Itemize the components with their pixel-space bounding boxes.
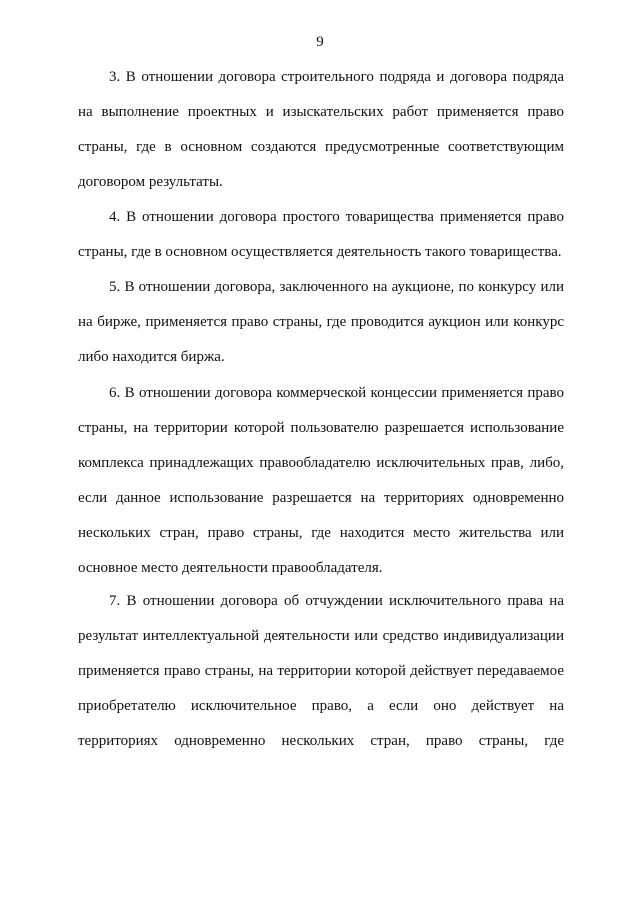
paragraph-3 bbox=[78, 60, 564, 200]
text-line: комплекса принадлежащих правообладателю исключительных прав, либо, bbox=[78, 455, 564, 471]
text-line: на бирже, применяется право страны, где проводится аукцион или конкурс bbox=[78, 314, 564, 330]
text-line: 7. В отношении договора об отчуждении исключительного права на bbox=[109, 593, 564, 609]
text-line: нескольких стран, право страны, где находится место жительства или bbox=[78, 525, 564, 541]
paragraph-6 bbox=[78, 376, 564, 586]
text-line: 6. В отношении договора коммерческой концессии применяется право bbox=[109, 385, 564, 401]
text-line: применяется право страны, на территории которой действует передаваемое bbox=[78, 663, 564, 679]
text-line: результат интеллектуальной деятельности или средство индивидуализации bbox=[78, 628, 564, 644]
text-line: страны, где в основном создаются предусмотренные соответствующим bbox=[78, 139, 564, 155]
text-line: страны, на территории которой пользователю разрешается использование bbox=[78, 420, 564, 436]
text-line: страны, где в основном осуществляется деятельность такого товарищества. bbox=[78, 244, 562, 260]
text-line: 3. В отношении договора строительного подряда и договора подряда bbox=[109, 69, 564, 85]
text-line: 4. В отношении договора простого товарищества применяется право bbox=[109, 209, 564, 225]
text-line: приобретателю исключительное право, а если оно действует на bbox=[78, 698, 564, 714]
text-line: договором результаты. bbox=[78, 174, 223, 190]
text-line: либо находится биржа. bbox=[78, 349, 225, 365]
page-number: 9 bbox=[316, 34, 324, 50]
text-line: 5. В отношении договора, заключенного на аукционе, по конкурсу или bbox=[109, 279, 564, 295]
paragraph-5 bbox=[78, 270, 564, 375]
paragraph-7 bbox=[78, 584, 564, 759]
paragraph-4 bbox=[78, 200, 564, 270]
text-line: если данное использование разрешается на территориях одновременно bbox=[78, 490, 564, 506]
text-line: на выполнение проектных и изыскательских работ применяется право bbox=[78, 104, 564, 120]
text-line: территориях одновременно нескольких стран, право страны, где bbox=[78, 733, 564, 749]
text-line: основное место деятельности правообладателя. bbox=[78, 560, 383, 576]
